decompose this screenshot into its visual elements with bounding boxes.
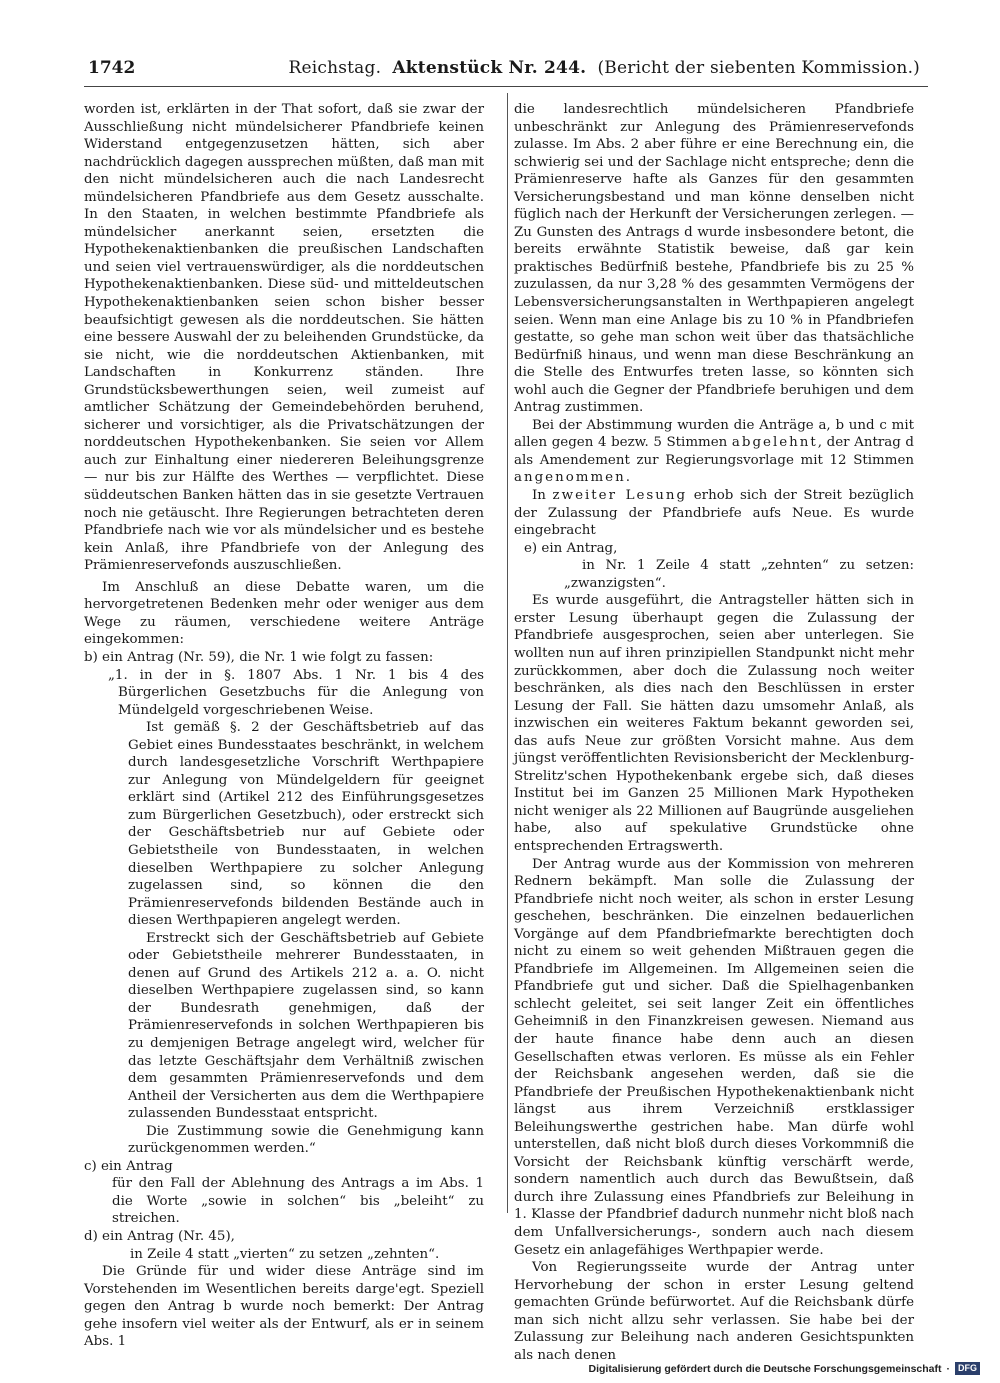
motion-e-text: in Nr. 1 Zeile 4 statt „zehnten“ zu setzen: „zwanzigsten“. (564, 558, 914, 591)
motion-b-label: b) ein Antrag (Nr. 59), die Nr. 1 wie folgt zu fassen: (84, 649, 434, 665)
paragraph: Es wurde ausgeführt, die Antragsteller hätten sich in erster Lesung überhaupt gegen die Zulassung der Pfandbriefe ausgesprochen, seien aber unterlegen. Sie wollten nun auf ihren prinzipiellen Standpunkt nicht mehr zurückkommen, aber doch die Zulassung noch weiter beschränken, als dies nach den Beschlüssen in erster Lesung der Fall. Sie hätten dazu umsomehr Anlaß, als inzwischen ein weiteres Faktum bekannt geworden sei, das aufs Neue zur größten Vorsicht mahne. Aus dem jüngst veröffentlichten Revisionsbericht der Mecklenburg-Strelitz'schen Hypothekenbank ergebe sich, daß dieses Institut bei im Ganzen 25 Millionen Mark Hypotheken nicht weniger als 22 Millionen auf Baugründe ausgeliehen habe, also auf spekulative Grundstücke ohne entsprechenden Ertragswerth. (514, 593, 914, 854)
motion-e-label: e) ein Antrag, (524, 540, 618, 556)
column-divider (507, 93, 508, 1213)
motion-d-label: d) ein Antrag (Nr. 45), (84, 1229, 235, 1244)
publication-title: Reichstag. (288, 58, 382, 78)
running-title (288, 56, 920, 80)
emphasized-text: abgelehnt (731, 435, 818, 451)
text-run: Bei der Abstimmung wurden die Anträge a, b und c mit allen gegen 4 bezw. 5 Stimmen (514, 417, 914, 451)
paragraph: Im Anschluß an diese Debatte waren, um die hervorgetretenen Bedenken mehr oder weniger aus dem Wege zu räumen, verschiedene weitere Anträge eingekommen: (84, 579, 484, 648)
dfg-logo-icon: DFG (955, 1362, 980, 1375)
text-run: erhob sich der Streit bezüglich der Zulassung der Pfandbriefe aufs Neue. Es wurde eingebracht (514, 488, 914, 539)
motion-c-text: für den Fall der Ablehnung des Antrags a im Abs. 1 die Worte „sowie in solchen“ bis „beleiht“ zu streichen. (112, 1176, 484, 1227)
paragraph (514, 487, 914, 540)
left-column (84, 101, 484, 1351)
emphasized-text: zweiter Lesung (552, 488, 688, 504)
text-run: . (625, 470, 630, 486)
credit-text: Digitalisierung gefördert durch die Deutsche Forschungsgemeinschaft (588, 1362, 942, 1375)
motion-b-quote: Erstreckt sich der Geschäftsbetrieb auf Gebiete oder Gebietstheile mehrerer Bundesstaaten, in denen auf Grund des Artikels 212 a. a. O. nicht dieselben Werthpapiere zugelassen sind, so kann der Bundesrath genehmigen, daß der Prämienreservefonds in solchen Werthpapieren bis zu demjenigen Betrage angelegt wird, welcher für das letzte Geschäftsjahr dem Verhältniß zwischen dem gesammten Prämienreservefonds und dem Antheil der Versicherten aus dem die Werthpapiere zulassenden Bundesstaat entspricht. (128, 930, 484, 1122)
text-run: , der Antrag d als Amendement zur Regierungsvorlage mit 12 Stimmen (514, 435, 914, 468)
paragraph: Von Regierungsseite wurde der Antrag unter Hervorhebung der schon in erster Lesung geltend gemachten Gründe befürwortet. Auf die Reichsbank dürfe man sich nicht allzu sehr verlassen. Sie habe bei der Zulassung zur Beleihung nach anderen Gesichtspunkten als nach denen (514, 1260, 914, 1363)
digitization-credit (589, 1362, 980, 1375)
paragraph: die landesrechtlich mündelsicheren Pfandbriefe unbeschränkt zur Anlegung des Prämienreservefonds zulasse. Im Abs. 2 aber führe er eine Berechnung ein, die schwierig sei und der Sachlage nicht entspreche; denn die Prämienreserve hafte als Ganzes für den gesammten Versicherungsbestand und man könne denselben nicht füglich nach der Herkunft der Versicherungen zerlegen. — Zu Gunsten des Antrags d wurde insbesondere betont, die bereits erwähnte Statistik beweise, daß gar kein praktisches Bedürfniß bestehe, Pfandbriefe bis zu 25 % zuzulassen, da nur 3,28 % des gesammten Vermögens der Lebensversicherungsanstalten in Werthpapieren angelegt seien. Wenn man eine Anlage bis zu 10 % in Pfandbriefen gestatte, so gehe man schon weit über das thatsächliche Bedürfniß hinaus, und wenn man diese Beschränkung an die Stelle des Entwurfes treten lasse, so könnten sich wohl auch die Gegner der Pfandbriefe beruhigen und dem Antrag zustimmen. (514, 102, 914, 416)
paragraph: worden ist, erklärten in der That sofort, daß sie zwar der Ausschließung nicht mündelsicherer Pfandbriefe keinen Widerstand entgegenzusetzen hätten, sich aber nachdrücklich dagegen aussprechen müßten, daß man mit den nicht mündelsicheren auch die nach Landesrecht mündelsicheren Pfandbriefe aus dem Gesetz ausschalte. In den Staaten, in welchen bestimmte Pfandbriefe als mündelsicher anerkannt seien, ersetzten die Hypothekenaktienbanken die preußischen Landschaften und seien viel vertrauenswürdiger, als die norddeutschen Hypothekenaktienbanken. Diese süd- und mitteldeutschen Hypothekenaktienbanken seien schon bisher besser beaufsichtigt gewesen als die norddeutschen. Sie hätten eine bessere Auswahl der zu beleihenden Grundstücke, da sie nicht, wie die norddeutschen Aktienbanken, mit Landschaften in Konkurrenz ständen. Ihre Grundstücksbewerthungen seien, weil zumeist auf amtlicher Schätzung der Gemeindebehörden beruhend, sicherer und vorsichtiger, als die Privatschätzungen der norddeutschen Hypothekenbanken. Sie seien vor Allem auch zur Einhaltung einer niedereren Beleihungsgrenze — nur bis zur Hälfte des Werthes — verpflichtet. Diese süddeutschen Banken hätten das in sie gesetzte Vertrauen noch nie getäuscht. Ihre Regierungen betrachteten deren Pfandbriefe nach wie vor als mündelsicher und es bestehe kein Anlaß, ihre Pfandbriefe von der Anlegung des Prämienreservefonds auszuschließen. (84, 102, 484, 574)
motion-d-text: in Zeile 4 statt „vierten“ zu setzen „zehnten“. (130, 1246, 440, 1262)
document-reference: Aktenstück Nr. 244. (392, 58, 587, 78)
separator-dot: · (946, 1362, 950, 1375)
motion-b-quote: „1. in der in §. 1807 Abs. 1 Nr. 1 bis 4 des Bürgerlichen Gesetzbuchs für die Anlegung von Mündelgeld vorgeschriebenen Weise. (108, 667, 484, 718)
page-number: 1742 (88, 58, 136, 78)
paragraph: Die Gründe für und wider diese Anträge sind im Vorstehenden im Wesentlichen bereits darge'egt. Speziell gegen den Antrag b wurde noch bemerkt: Der Antrag gehe insofern viel weiter als der Entwurf, als er in seinem Abs. 1 (84, 1264, 484, 1350)
header-rule (84, 86, 928, 87)
text-run: In (532, 488, 553, 504)
motion-c-label: c) ein Antrag (84, 1158, 173, 1174)
report-subtitle: (Bericht der siebenten Kommission.) (597, 58, 920, 78)
motion-b-quote: Ist gemäß §. 2 der Geschäftsbetrieb auf das Gebiet eines Bundesstaates beschränkt, in welchem durch landesgesetzliche Vorschrift Werthpapiere zur Anlegung von Mündelgeldern für geeignet erklärt sind (Artikel 212 des Einführungsgesetzes zum Bürgerlichen Gesetzbuch), oder erstreckt sich der Geschäftsbetrieb nur auf Gebiete oder Gebietstheile von Bundesstaaten, in welchen dieselben Werthpapiere zu solcher Anlegung zugelassen sind, so können die den Prämienreservefonds bildenden Bestände auch in diesen Werthpapieren angelegt werden. (128, 720, 484, 929)
motion-b-quote: Die Zustimmung sowie die Genehmigung kann zurückgenommen werden.“ (128, 1123, 484, 1157)
emphasized-text: angenommen (514, 470, 626, 486)
right-column (514, 101, 914, 1364)
paragraph (514, 417, 914, 487)
paragraph: Der Antrag wurde aus der Kommission von mehreren Rednern bekämpft. Man solle die Zulassung der Pfandbriefe nicht noch weiter, als schon in erster Lesung geschehen, beschränken. Die einzelnen bedauerlichen Vorgänge auf dem Pfandbriefmarkte berechtigten doch nicht zu einem so weit gehenden Mißtrauen gegen die Pfandbriefe im Allgemeinen. Im Allgemeinen seien die Pfandbriefe gut und sicher. Daß die Spielhagenbanken schlecht geleitet, sei seit langer Zeit ein öffentliches Geheimniß in den Finanzkreisen gewesen. Niemand aus der haute finance habe denn auch an diesen Gesellschaften etwas verloren. Es müsse als ein Fehler der Reichsbank angesehen werden, daß sie die Pfandbriefe der Preußischen Hypothekenaktienbank nicht längst aus ihrem Verzeichniß erstklassiger Beleihungswerthe gestrichen habe. Man dürfe wohl unterstellen, daß nicht bloß durch dieses Vorkommniß die Vorsicht der Reichsbank künftig verschärft werde, sondern namentlich auch durch das Bewußtsein, daß durch ihre Zulassung eines Pfandbriefs zur Beleihung in 1. Klasse der Pfandbrief dadurch nunmehr nicht bloß nach dem Unfallversicherungs-, sondern auch nach diesem Gesetz ein anlagefähiges Werthpapier werde. (514, 856, 914, 1258)
page-header (88, 56, 920, 80)
